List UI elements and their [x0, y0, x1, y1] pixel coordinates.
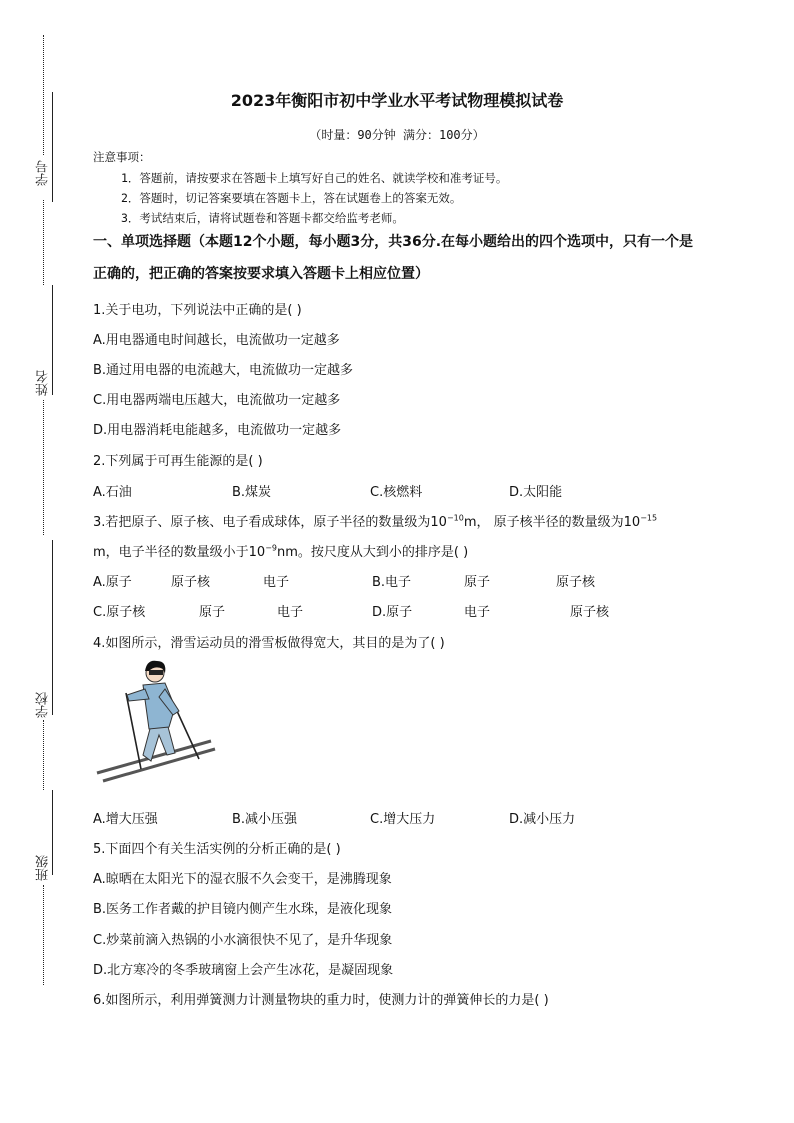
question-4-stem: 4.如图所示，滑雪运动员的滑雪板做得宽大，其目的是为了( ) [93, 636, 445, 651]
question-4-option-b: B.减小压强 [232, 812, 298, 827]
question-4-option-a: A.增大压强 [93, 812, 158, 827]
section-heading-line2: 正确的，把正确的答案按要求填入答题卡上相应位置） [93, 266, 429, 282]
exponent: −10 [446, 513, 464, 523]
question-1-option-b: B.通过用电器的电流越大，电流做功一定越多 [93, 363, 354, 378]
question-1-option-c: C.用电器两端电压越大，电流做功一定越多 [93, 393, 341, 408]
exponent: −15 [640, 513, 658, 523]
binding-dotted-line [43, 720, 44, 790]
option-term: 电子 [263, 575, 290, 590]
question-4-option-c: C.增大压力 [370, 812, 436, 827]
skier-arm [127, 689, 149, 701]
binding-dotted-line [43, 200, 44, 285]
question-1-option-d: D.用电器消耗电能越多，电流做功一定越多 [93, 423, 342, 438]
question-2-option-d: D.太阳能 [509, 485, 563, 500]
section-heading-line1: 一、单项选择题（本题12个小题，每小题3分，共36分.在每小题给出的四个选项中，只有一个是 [93, 234, 694, 250]
ski-pole [177, 711, 199, 759]
option-term: 原子 [199, 605, 226, 620]
option-term: D.原子 [372, 605, 413, 620]
option-term: 电子 [464, 605, 491, 620]
binding-label-school: 学校 [36, 692, 51, 718]
option-term: A.原子 [93, 575, 132, 590]
binding-label-class: 班级 [36, 855, 51, 881]
question-3-stem-line2 [93, 541, 468, 560]
question-3-stem-part: m， 原子核半径的数量级为10 [463, 515, 641, 530]
binding-dotted-line [43, 400, 44, 535]
notice-block [93, 147, 507, 228]
question-6-stem: 6.如图所示，利用弹簧测力计测量物块的重力时，使测力计的弹簧伸长的力是( ) [93, 993, 549, 1008]
question-5-option-c: C.炒菜前滴入热锅的小水滴很快不见了，是升华现象 [93, 933, 393, 948]
question-5-option-b: B.医务工作者戴的护目镜内侧产生水珠，是液化现象 [93, 902, 393, 917]
question-2-option-c: C.核燃料 [370, 485, 423, 500]
option-term: C.原子核 [93, 605, 146, 620]
question-3-stem-part: m，电子半径的数量级小于10 [93, 545, 266, 560]
binding-label-student-id: 学号 [36, 160, 51, 186]
question-3-option-a [93, 571, 289, 590]
option-term: 原子核 [171, 575, 211, 590]
exam-title: 2023年衡阳市初中学业水平考试物理模拟试卷 [230, 91, 564, 110]
notice-heading: 注意事项： [93, 150, 151, 164]
question-5-option-a: A.晾晒在太阳光下的湿衣服不久会变干，是沸腾现象 [93, 872, 392, 887]
notice-item: 1．答题前，请按要求在答题卡上填写好自己的姓名、就读学校和准考证号。 [121, 171, 508, 185]
question-3-stem-line1 [93, 511, 657, 530]
question-1-stem: 1.关于电功，下列说法中正确的是( ) [93, 303, 302, 318]
question-2-stem: 2.下列属于可再生能源的是( ) [93, 454, 263, 469]
question-1-option-a: A.用电器通电时间越长，电流做功一定越多 [93, 333, 340, 348]
ski-right [103, 749, 215, 781]
question-3-option-d [372, 601, 609, 620]
section-heading [93, 226, 703, 290]
question-3-stem-part: nm。按尺度从大到小的排序是( ) [277, 545, 469, 560]
option-term: 原子核 [570, 605, 610, 620]
question-3-option-b [372, 571, 595, 590]
question-2-option-b: B.煤炭 [232, 485, 272, 500]
question-5-option-d: D.北方寒冷的冬季玻璃窗上会产生冰花，是凝固现象 [93, 963, 394, 978]
question-3-option-c [93, 601, 303, 620]
skier-illustration [93, 655, 218, 785]
option-term: 原子 [464, 575, 491, 590]
question-5-stem: 5.下面四个有关生活实例的分析正确的是( ) [93, 842, 341, 857]
question-3-stem-part: 3.若把原子、原子核、电子看成球体，原子半径的数量级为10 [93, 515, 447, 530]
binding-dotted-line [43, 885, 44, 985]
notice-item: 2．答题时，切记答案要填在答题卡上，答在试题卷上的答案无效。 [121, 191, 462, 205]
binding-margin [0, 0, 70, 1123]
skier-goggles [149, 670, 163, 675]
binding-write-line [52, 540, 53, 715]
question-4-option-d: D.减小压力 [509, 812, 576, 827]
exponent: −9 [265, 543, 278, 553]
exam-subtitle: （时量：90分钟 满分：100分） [309, 128, 485, 142]
option-term: B.电子 [372, 575, 412, 590]
option-term: 原子核 [556, 575, 596, 590]
question-2-option-a: A.石油 [93, 485, 132, 500]
ski-pole [126, 693, 141, 769]
option-term: 电子 [277, 605, 304, 620]
notice-item: 3．考试结束后，请将试题卷和答题卡都交给监考老师。 [121, 211, 404, 225]
binding-label-name: 姓名 [36, 370, 51, 396]
